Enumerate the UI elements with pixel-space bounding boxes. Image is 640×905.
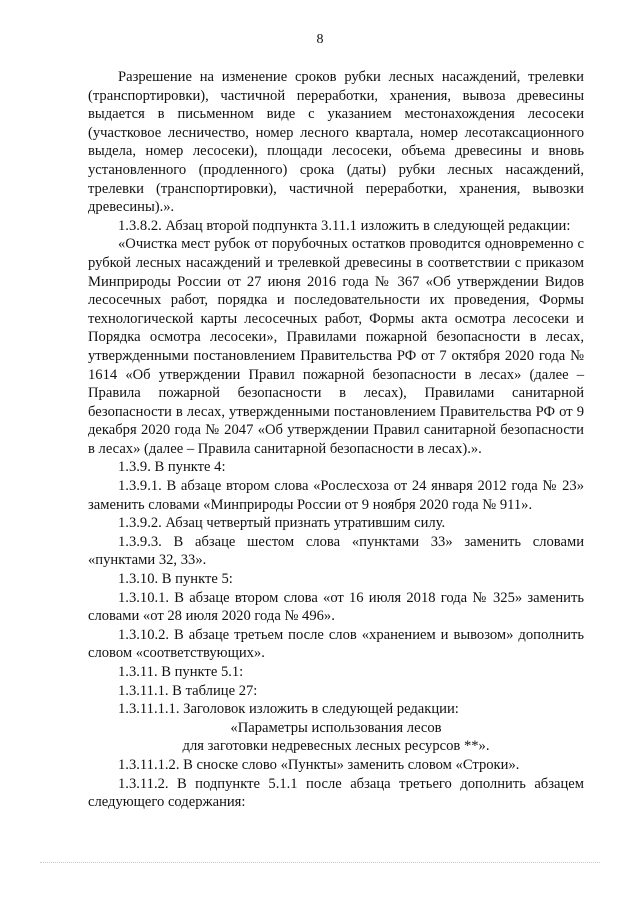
- paragraph-1-3-9-2: 1.3.9.2. Абзац четвертый признать утратившим силу.: [118, 515, 446, 532]
- paragraph-permit-conditions: Разрешение на изменение сроков рубки лесных насаждений, трелевки (транспортировки), частичной переработки, хранения, вывоза древесины выдается в письменном виде с указанием местонахождения лесосеки (участковое лесничество, номер лесного квартала, номер лесотаксационного выдела, номер лесосеки), площади лесосеки, объема древесины и вновь установленного (продленного) срока (даты) рубки лесных насаждений, трелевки (транспортировки), частичной переработки, хранения, вывозки древесины).».: [88, 69, 584, 216]
- paragraph-1-3-8-2: 1.3.8.2. Абзац второй подпункта 3.11.1 изложить в следующей редакции:: [118, 217, 571, 234]
- paragraph-1-3-11: 1.3.11. В пункте 5.1:: [118, 664, 244, 680]
- paragraph-1-3-10: 1.3.10. В пункте 5:: [118, 571, 233, 588]
- document-body: [88, 68, 584, 812]
- paragraph-1-3-11-1-1: 1.3.11.1.1. Заголовок изложить в следующей редакции:: [118, 701, 459, 718]
- paragraph-1-3-11-1-2: 1.3.11.1.2. В сноске слово «Пункты» заменить словом «Строки».: [118, 756, 520, 773]
- paragraph-1-3-9-1: 1.3.9.1. В абзаце втором слова «Рослесхоза от 24 января 2012 года № 23» заменить словами «Минприроды России от 9 ноября 2020 года № 911».: [88, 478, 584, 513]
- paragraph-1-3-11-1: 1.3.11.1. В таблице 27:: [118, 682, 258, 699]
- scan-artifact-line: [40, 862, 600, 867]
- table-title-line-2: для заготовки недревесных лесных ресурсов **».: [182, 738, 490, 755]
- page-number: 8: [316, 32, 324, 47]
- paragraph-1-3-10-1: 1.3.10.1. В абзаце втором слова «от 16 июля 2018 года № 325» заменить словами «от 28 июля 2020 года № 496».: [88, 589, 584, 625]
- paragraph-1-3-9-3: 1.3.9.3. В абзаце шестом слова «пунктами 33» заменить словами «пунктами 32, 33».: [88, 533, 584, 569]
- paragraph-1-3-9: 1.3.9. В пункте 4:: [118, 459, 226, 476]
- paragraph-1-3-11-2: 1.3.11.2. В подпункте 5.1.1 после абзаца третьего дополнить абзацем следующего содержания:: [88, 775, 584, 811]
- paragraph-1-3-10-2: 1.3.10.2. В абзаце третьем после слов «хранением и вывозом» дополнить словом «соответствующих».: [88, 626, 584, 662]
- paragraph-clearing-quote: «Очистка мест рубок от порубочных остатков проводится одновременно с рубкой лесных насаждений и трелевкой древесины в соответствии с приказом Минприроды России от 27 июня 2016 года № 367 «Об утверждении Видов лесосечных работ, порядка и последовательности их проведения, Формы технологической карты лесосечных работ, Формы акта осмотра лесосеки и Порядка осмотра лесосеки», Правилами пожарной безопасности в лесах, утвержденными постановлением Правительства РФ от 7 октября 2020 года № 1614 «Об утверждении Правил пожарной безопасности в лесах» (далее – Правила пожарной безопасности в лесах), Правилами санитарной безопасности в лесах, утвержденными постановлением Правительства РФ от 9 декабря 2020 года № 2047 «Об утверждении Правил санитарной безопасности в лесах» (далее – Правила санитарной безопасности в лесах).».: [88, 236, 584, 457]
- table-title-line-1: «Параметры использования лесов: [230, 719, 442, 736]
